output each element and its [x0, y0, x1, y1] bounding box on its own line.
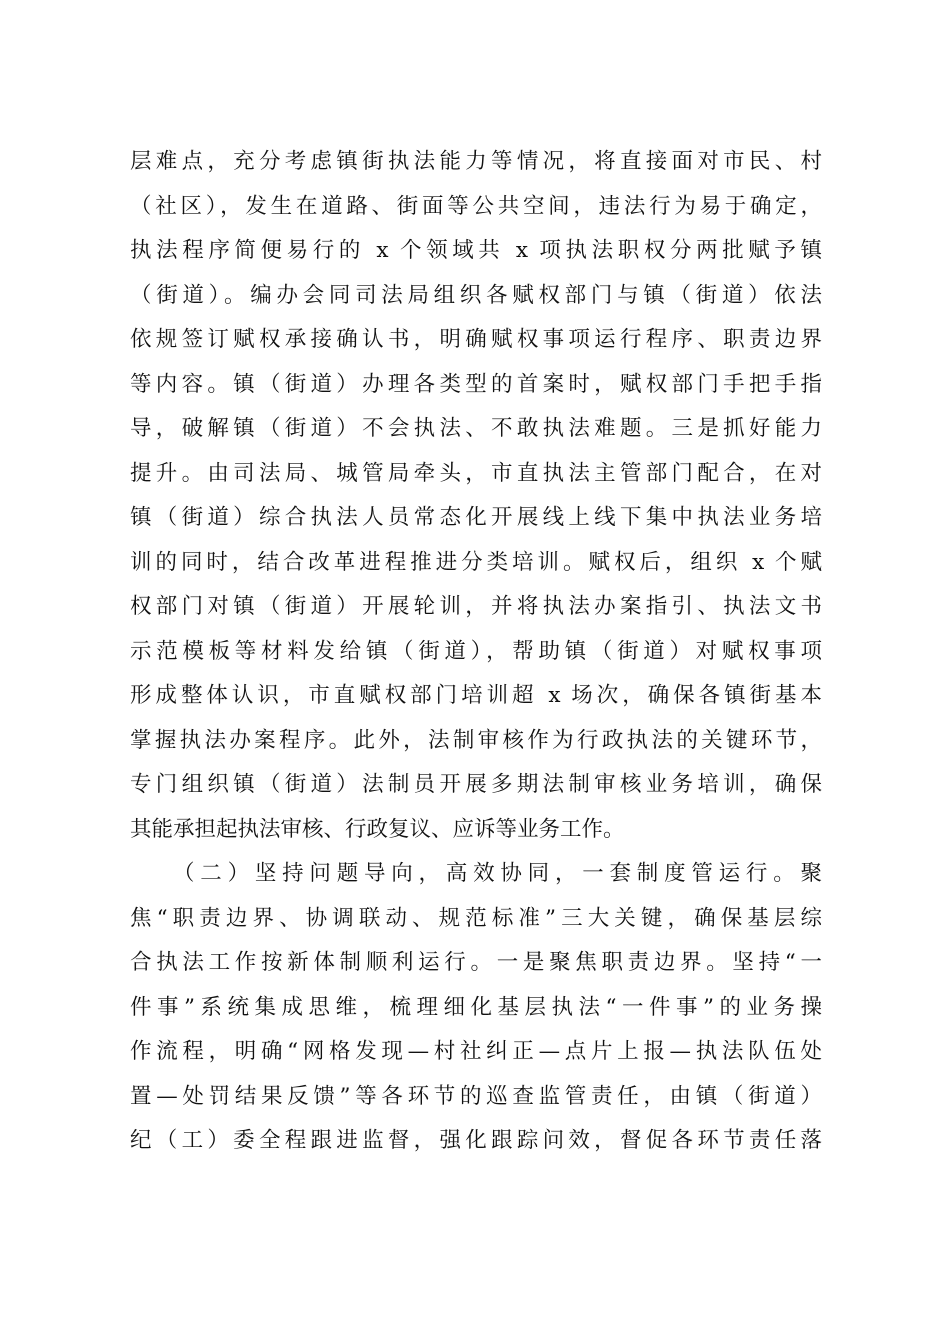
- text-line: 作流程，明确“网格发现—村社纠正—点片上报—执法队伍处: [130, 1039, 822, 1064]
- text-line: （街道）。编办会同司法局组织各赋权部门与镇（街道）依法: [130, 282, 822, 308]
- text-line: 执法程序简便易行的 x 个领域共 x 项执法职权分两批赋予镇: [130, 238, 822, 263]
- text-line: 形成整体认识，市直赋权部门培训超 x 场次，确保各镇街基本: [130, 683, 822, 708]
- text-line: 权部门对镇（街道）开展轮训，并将执法办案指引、执法文书: [130, 594, 822, 619]
- text-line: 层难点，充分考虑镇街执法能力等情况，将直接面对市民、村: [130, 149, 822, 174]
- section-heading-line: （二）坚持问题导向，高效协同，一套制度管运行。聚: [173, 861, 822, 886]
- paragraph-2: [130, 852, 822, 1164]
- paragraph-1: [130, 140, 822, 852]
- text-line: 示范模板等材料发给镇（街道），帮助镇（街道）对赋权事项: [130, 638, 822, 664]
- text-line: 掌握执法办案程序。此外，法制审核作为行政执法的关键环节，: [130, 727, 822, 753]
- text-line: 纪（工）委全程跟进监督，强化跟踪问效，督促各环节责任落: [130, 1128, 822, 1153]
- text-line: 件事”系统集成思维，梳理细化基层执法“一件事”的业务操: [130, 994, 822, 1020]
- text-line: 等内容。镇（街道）办理各类型的首案时，赋权部门手把手指: [130, 371, 822, 397]
- text-line: 依规签订赋权承接确认书，明确赋权事项运行程序、职责边界: [130, 327, 822, 352]
- text-line: （社区），发生在道路、街面等公共空间，违法行为易于确定，: [130, 193, 822, 219]
- text-line: 提升。由司法局、城管局牵头，市直执法主管部门配合，在对: [130, 460, 822, 486]
- text-line: 专门组织镇（街道）法制员开展多期法制审核业务培训，确保: [130, 772, 822, 797]
- text-line: 置—处罚结果反馈”等各环节的巡查监管责任，由镇（街道）: [130, 1083, 822, 1109]
- text-line: 合执法工作按新体制顺利运行。一是聚焦职责边界。坚持“一: [130, 950, 822, 975]
- body-text: [130, 140, 822, 1164]
- text-line: 导，破解镇（街道）不会执法、不敢执法难题。三是抓好能力: [130, 416, 822, 441]
- text-line: 训的同时，结合改革进程推进分类培训。赋权后，组织 x 个赋: [130, 549, 822, 575]
- text-line: 焦“职责边界、协调联动、规范标准”三大关键，确保基层综: [130, 905, 822, 931]
- text-line: 其能承担起执法审核、行政复议、应诉等业务工作。: [130, 816, 625, 842]
- text-line: 镇（街道）综合执法人员常态化开展线上线下集中执法业务培: [130, 505, 822, 530]
